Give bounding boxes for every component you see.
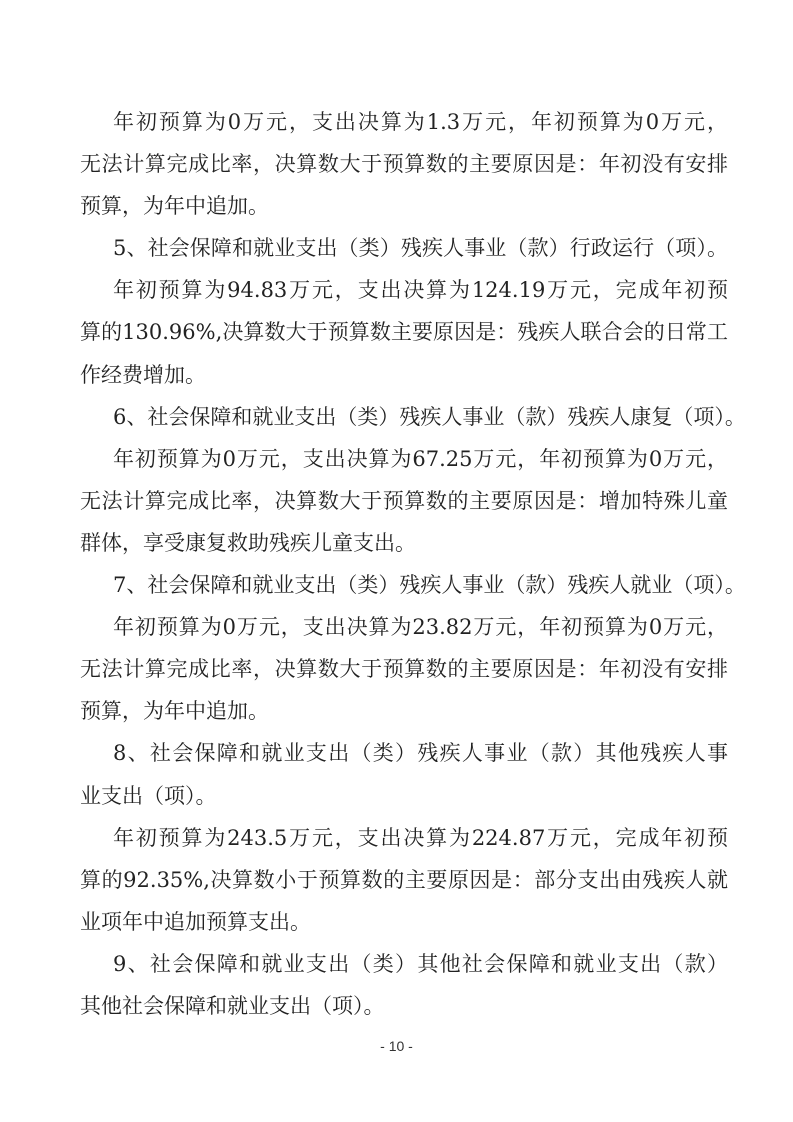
text-line: 7、社会保障和就业支出（类）残疾人事业（款）残疾人就业（项）。 [113,573,746,598]
text-line: 5、社会保障和就业支出（类）残疾人事业（款）行政运行（项）。 [113,236,728,261]
text-line: 年初预算为0万元，支出决算为23.82万元，年初预算为0万元， [113,615,728,640]
page-number: - 10 - [380,1038,413,1054]
text-line: 预算，为年中追加。 [80,699,269,724]
text-line: 年初预算为243.5万元，支出决算为224.87万元，完成年初预 [113,825,728,850]
text-line: 其他社会保障和就业支出（项）。 [80,993,385,1018]
text-line: 无法计算完成比率，决算数大于预算数的主要原因是：增加特殊儿童 [80,488,728,513]
text-line: 6、社会保障和就业支出（类）残疾人事业（款）残疾人康复（项）。 [113,404,746,429]
paragraph [80,438,728,564]
paragraph [80,101,728,227]
text-line: 9、社会保障和就业支出（类）其他社会保障和就业支出（款） [113,951,728,976]
text-line: 年初预算为0万元，支出决算为1.3万元，年初预算为0万元， [113,110,728,134]
paragraph [80,269,728,395]
text-line: 预算，为年中追加。 [80,194,269,219]
text-line: 业支出（项）。 [80,783,217,808]
document-body [80,101,746,1027]
text-line: 算的130.96%,决算数大于预算数主要原因是：残疾人联合会的日常工 [80,320,728,345]
paragraph [80,606,728,732]
text-line: 业项年中追加预算支出。 [80,909,311,934]
paragraph [80,943,728,1027]
paragraph [80,396,746,438]
text-line: 算的92.35%,决算数小于预算数的主要原因是：部分支出由残疾人就 [80,867,728,892]
paragraph [80,817,728,943]
text-line: 年初预算为94.83万元，支出决算为124.19万元，完成年初预 [113,278,728,303]
text-line: 作经费增加。 [80,362,206,387]
paragraph [80,227,728,269]
text-line: 8、社会保障和就业支出（类）残疾人事业（款）其他残疾人事 [113,741,728,766]
text-line: 无法计算完成比率，决算数大于预算数的主要原因是：年初没有安排 [80,657,728,682]
text-line: 无法计算完成比率，决算数大于预算数的主要原因是：年初没有安排 [80,152,728,177]
paragraph [80,564,746,606]
text-line: 年初预算为0万元，支出决算为67.25万元，年初预算为0万元， [113,446,728,471]
text-line: 群体，享受康复救助残疾儿童支出。 [80,530,416,555]
paragraph [80,732,728,816]
